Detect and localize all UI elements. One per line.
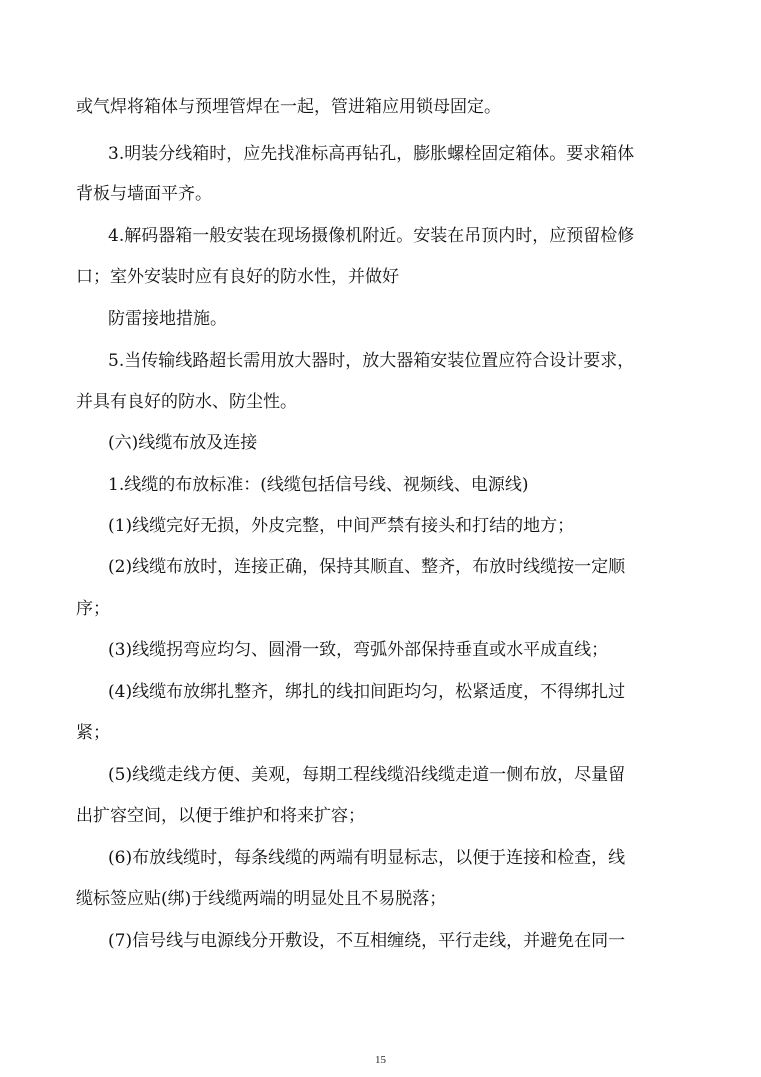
text-line: (6)布放线缆时，每条线缆的两端有明显标志，以便于连接和检查，线	[108, 848, 626, 868]
section-heading: (六)线缆布放及连接	[108, 433, 258, 453]
text-line: 5.当传输线路超长需用放大器时，放大器箱安装位置应符合设计要求，	[108, 351, 635, 371]
text-line: 防雷接地措施。	[108, 309, 227, 329]
text-line: 4.解码器箱一般安装在现场摄像机附近。安装在吊顶内时，应预留检修	[108, 226, 635, 246]
page-number: 15	[375, 1054, 386, 1066]
text-line: (2)线缆布放时，连接正确，保持其顺直、整齐，布放时线缆按一定顺	[108, 557, 626, 577]
text-line: (4)线缆布放绑扎整齐，绑扎的线扣间距均匀，松紧适度，不得绑扎过	[108, 682, 626, 702]
text-line: 并具有良好的防水、防尘性。	[76, 392, 297, 412]
text-line: (1)线缆完好无损，外皮完整，中间严禁有接头和打结的地方；	[108, 516, 575, 536]
text-line: (3)线缆拐弯应均匀、圆滑一致，弯弧外部保持垂直或水平成直线；	[108, 640, 609, 660]
text-line: (5)线缆走线方便、美观，每期工程线缆沿线缆走道一侧布放，尽量留	[108, 765, 626, 785]
text-line: 紧；	[76, 723, 110, 743]
text-line: 序；	[76, 599, 110, 619]
text-line: 缆标签应贴(绑)于线缆两端的明显处且不易脱落；	[76, 889, 447, 909]
text-line: 背板与墙面平齐。	[76, 184, 212, 204]
text-line: (7)信号线与电源线分开敷设，不互相缠绕，平行走线，并避免在同一	[108, 931, 626, 951]
text-line: 或气焊将箱体与预埋管焊在一起，管进箱应用锁母固定。	[76, 97, 501, 117]
text-line: 1.线缆的布放标准：(线缆包括信号线、视频线、电源线)	[108, 475, 529, 495]
text-line: 口；室外安装时应有良好的防水性，并做好	[76, 267, 399, 287]
text-line: 3.明装分线箱时，应先找准标高再钻孔，膨胀螺栓固定箱体。要求箱体	[108, 144, 635, 164]
text-line: 出扩容空间，以便于维护和将来扩容；	[76, 806, 365, 826]
